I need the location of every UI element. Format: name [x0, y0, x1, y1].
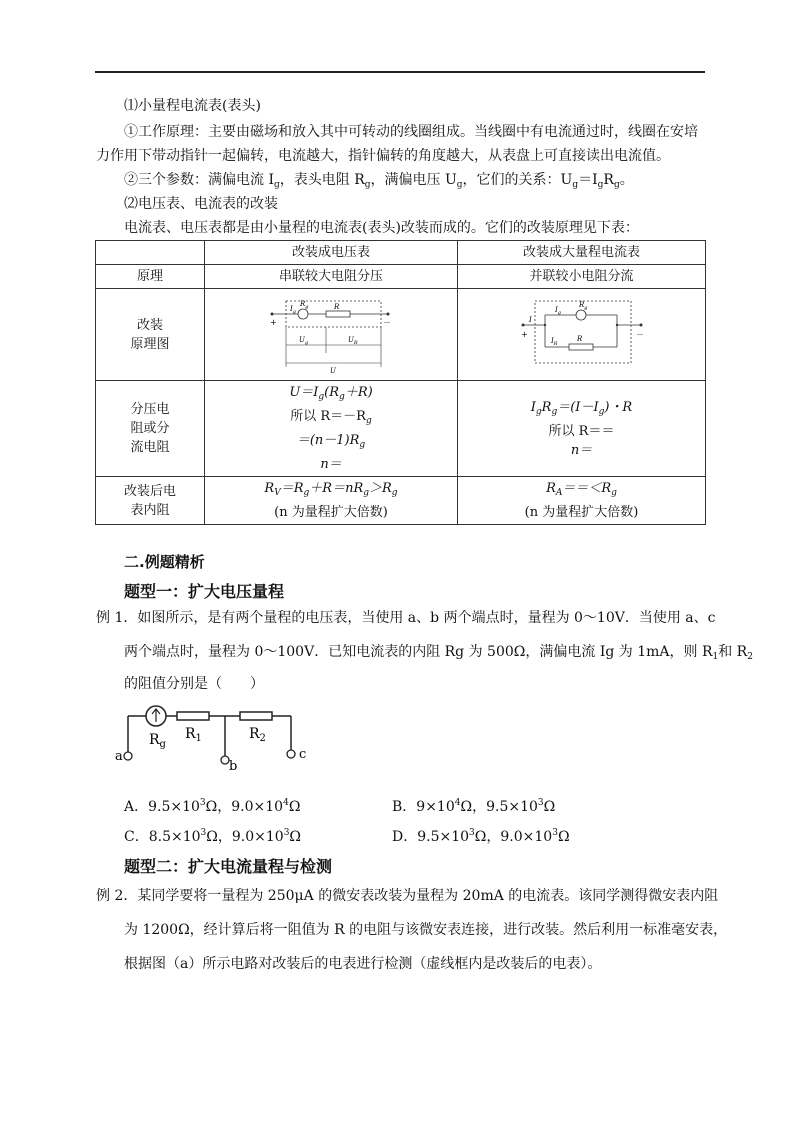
principle-voltage: 串联较大电阻分压 [205, 265, 458, 289]
row-principle-label: 原理 [96, 265, 205, 289]
option-d[interactable]: D．$9.5\times 10^3\Omega$，$9.0\times 10^3\Omega$ [392, 828, 570, 845]
principle-text: ①工作原理：主要由磁场和放入其中可转动的线圈组成。当线圈中有电流通过时，线圈在安培 [124, 124, 698, 140]
refit-intro: 电流表、电压表都是由小量程的电流表(表头)改装而成的。它们的改装原理见下表： [124, 220, 639, 236]
divide-voltage: $U=I_g(R_g+R)$ 所以 $R=-R_g$ $=(n-1)R_g$ n＝ [205, 381, 458, 477]
svg-text:+: + [520, 329, 528, 339]
svg-text:Rg: $R_g$ [300, 299, 309, 310]
resistor-icon [326, 311, 350, 317]
principle-text-cont: 力作用下带动指针一起偏转，电流越大，指针偏转的角度越大，从表盘上可直接读出电流值。 [96, 148, 670, 164]
svg-text:－: － [383, 317, 391, 327]
type2-heading: 题型二：扩大电流量程与检测 [124, 857, 333, 876]
principle-current: 并联较小电阻分流 [458, 265, 706, 289]
svg-text:a: a [115, 749, 123, 764]
svg-text:+: + [270, 317, 277, 327]
svg-text:R: R [576, 334, 582, 343]
terminal-c [287, 750, 295, 758]
inner-voltage: $R_V=R_g+R=nR_g>R_g$ (n 为量程扩大倍数) [205, 477, 458, 525]
header-rule [95, 71, 705, 73]
diagram-voltage-cell [205, 289, 458, 381]
terminal-a [124, 752, 132, 760]
type1-heading: 题型一：扩大电压量程 [124, 582, 285, 601]
svg-text:UR: $U_R$ [348, 335, 358, 346]
svg-text:U: U [330, 366, 336, 375]
svg-text:Ig: $I_g$ [290, 304, 296, 315]
galvanometer-icon [576, 310, 586, 320]
galvanometer-icon [298, 309, 308, 319]
svg-text:Rg: $R_g$ [149, 732, 166, 750]
ex1-line1: 例 1．如图所示，是有两个量程的电压表，当使用 a、b 两个端点时，量程为 0～10V．当使用 a、c [96, 610, 716, 626]
refit-heading: ⑵电压表、电流表的改装 [124, 196, 278, 212]
terminal-b [221, 756, 229, 764]
svg-text:Rg: $R_g$ [578, 300, 587, 311]
option-b[interactable]: B．$9\times 10^4\Omega$，$9.5\times 10^3\Omega$ [392, 798, 556, 815]
svg-text:c: c [299, 747, 307, 762]
ex1-line3: 的阻值分别是（ ） [124, 676, 264, 692]
diagram-current-cell [458, 289, 706, 381]
svg-text:－: － [635, 329, 644, 339]
inner-current: $R_A==<R_g$ (n 为量程扩大倍数) [458, 477, 706, 525]
row-inner-label: 改装后电 表内阻 [96, 477, 205, 525]
svg-text:I: I [528, 315, 532, 324]
ammeter-circuit-diagram [517, 295, 647, 375]
shunt-resistor-icon [569, 344, 593, 350]
ex1-line2: 两个端点时，量程为 0～100V．已知电流表的内阻 Rg 为 500Ω，满偏电流 Ig 为 1mA，则 $R_1$和 $R_2$ [124, 644, 753, 662]
params-text: ②三个参数：满偏电流 $I_g$，表头电阻 $R_g$，满偏电压 $U_g$，它们的关系：$U_g=I_gR_g$。 [124, 172, 634, 190]
svg-text:R1: $R_1$ [185, 726, 202, 744]
col-voltage-header: 改装成电压表 [205, 241, 458, 265]
svg-text:Ug: $U_g$ [299, 335, 309, 346]
voltmeter-circuit-diagram [266, 295, 396, 375]
row-divide-label: 分压电 阻或分 流电阻 [96, 381, 205, 477]
ex2-line1: 例 2．某同学要将一量程为 250μA 的微安表改装为量程为 20mA 的电流表。该同学测得微安表内阻 [96, 888, 719, 904]
svg-text:R2: $R_2$ [249, 726, 266, 744]
ex2-line3: 根据图（a）所示电路对改装后的电表进行检测（虚线框内是改装后的电表）。 [124, 956, 602, 972]
divide-current: $I_gR_g=(I-I_g)$・R 所以 R＝＝ n＝ [458, 381, 706, 477]
section-heading-1: ⑴小量程电流表(表头) [124, 98, 261, 114]
r2-resistor-icon [240, 712, 272, 720]
ex2-line2: 为 1200Ω，经计算后将一阻值为 R 的电阻与该微安表连接，进行改装。然后利用一标准毫安表， [124, 922, 728, 938]
examples-heading: 二.例题精析 [124, 553, 205, 571]
svg-text:IR: $I_R$ [550, 336, 558, 347]
row-diagram-label: 改装 原理图 [96, 289, 205, 381]
svg-text:R: R [334, 302, 340, 311]
option-c[interactable]: C．$8.5\times 10^3\Omega$，$9.0\times 10^3\Omega$ [124, 828, 302, 845]
example1-circuit [115, 700, 315, 772]
comparison-table [95, 240, 706, 525]
svg-text:Ig: $I_g$ [554, 305, 561, 316]
option-a[interactable]: A．$9.5\times 10^3\Omega$，$9.0\times 10^4\Omega$ [124, 798, 301, 815]
col-current-header: 改装成大量程电流表 [458, 241, 706, 265]
table-corner [96, 241, 205, 265]
svg-text:b: b [229, 759, 238, 772]
r1-resistor-icon [177, 712, 209, 720]
